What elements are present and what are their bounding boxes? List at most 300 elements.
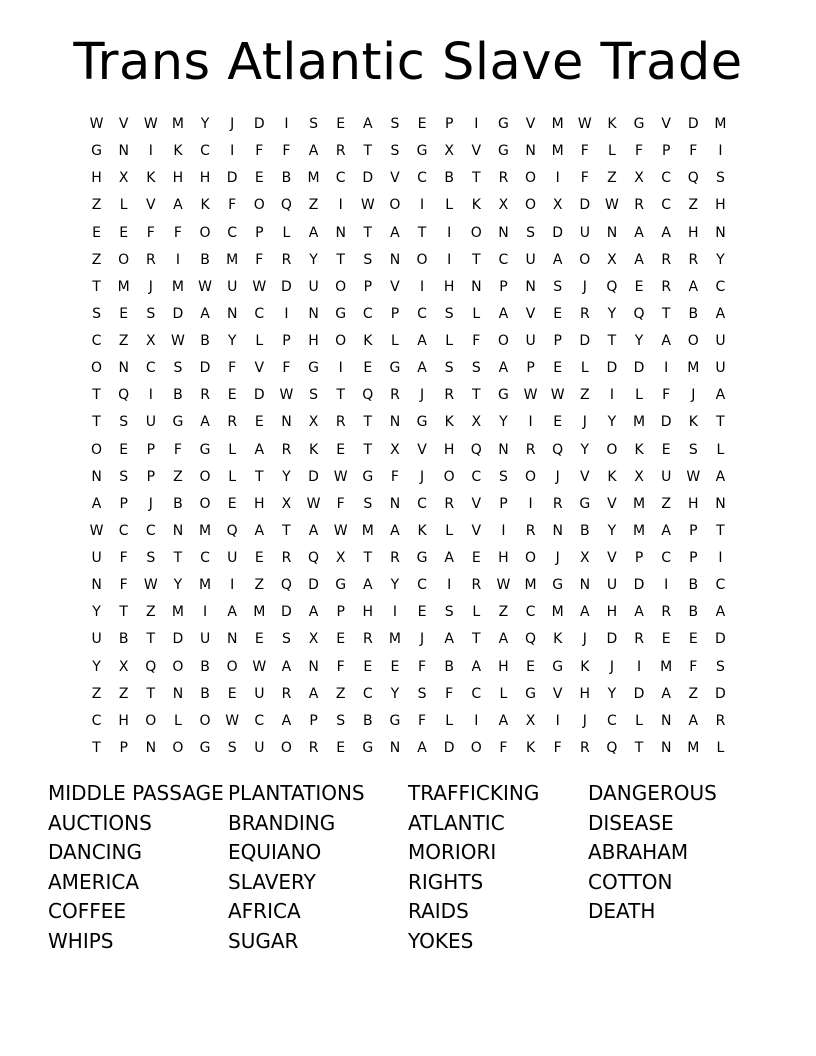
grid-letter: L	[445, 712, 454, 729]
grid-letter: L	[174, 712, 182, 729]
grid-letter: I	[501, 522, 506, 539]
grid-letter: I	[555, 170, 560, 187]
grid-letter: S	[390, 143, 400, 160]
grid-letter: Y	[607, 522, 617, 539]
grid-letter: G	[416, 550, 428, 567]
grid-letter: O	[525, 550, 537, 567]
grid-letter: J	[691, 387, 696, 404]
grid-letter: T	[472, 631, 481, 648]
grid-letter: T	[363, 224, 373, 241]
grid-letter: R	[281, 441, 292, 458]
grid-letter: F	[282, 360, 291, 377]
grid-letter: Q	[525, 631, 537, 648]
grid-letter: N	[226, 305, 238, 322]
grid-letter: M	[524, 577, 537, 594]
grid-letter: F	[282, 143, 291, 160]
grid-letter: Y	[716, 251, 725, 268]
grid-letter: H	[688, 224, 699, 241]
grid-letter: F	[390, 468, 399, 485]
page-title: Trans Atlantic Slave Trade	[73, 33, 743, 92]
grid-letter: Q	[687, 170, 699, 187]
grid-letter: B	[173, 387, 183, 404]
grid-letter: N	[281, 414, 292, 431]
grid-letter: R	[308, 739, 319, 756]
grid-letter: O	[470, 224, 482, 241]
grid-letter: A	[91, 495, 102, 512]
grid-letter: X	[390, 441, 400, 458]
grid-letter: U	[227, 550, 238, 567]
grid-letter: D	[308, 468, 319, 485]
grid-row	[83, 437, 734, 464]
grid-letter: O	[416, 251, 428, 268]
grid-letter: Y	[92, 658, 101, 675]
grid-letter: I	[338, 360, 343, 377]
grid-letter: P	[499, 495, 508, 512]
grid-letter: T	[363, 550, 373, 567]
grid-letter: R	[661, 604, 672, 621]
grid-letter: S	[417, 685, 427, 702]
grid-letter: J	[582, 631, 587, 648]
grid-letter: C	[145, 360, 156, 377]
grid-letter: Q	[145, 658, 157, 675]
grid-letter: S	[688, 441, 698, 458]
grid-letter: G	[579, 495, 591, 512]
grid-letter: F	[119, 550, 128, 567]
word-list-item: BRANDING	[228, 810, 336, 835]
grid-letter: Z	[498, 604, 509, 621]
grid-letter: X	[308, 631, 319, 648]
grid-letter: Y	[607, 685, 617, 702]
grid-letter: P	[689, 550, 698, 567]
grid-letter: C	[661, 170, 672, 187]
grid-letter: T	[363, 441, 373, 458]
grid-letter: M	[714, 116, 727, 133]
grid-letter: Y	[607, 414, 617, 431]
grid-letter: W	[89, 116, 104, 133]
grid-letter: W	[252, 658, 267, 675]
grid-letter: B	[444, 170, 454, 187]
grid-letter: A	[634, 604, 644, 621]
grid-letter: S	[173, 360, 183, 377]
word-list-item: DANGEROUS	[588, 781, 717, 805]
grid-letter: A	[661, 685, 671, 702]
grid-letter: T	[661, 305, 671, 322]
grid-letter: B	[363, 712, 373, 729]
grid-letter: E	[119, 305, 129, 322]
grid-letter: Z	[118, 685, 129, 702]
word-list-item: EQUIANO	[228, 840, 322, 865]
grid-letter: P	[689, 522, 698, 539]
grid-letter: P	[146, 441, 156, 458]
grid-letter: H	[199, 170, 211, 187]
grid-letter: W	[333, 468, 348, 485]
grid-letter: U	[254, 739, 265, 756]
grid-row	[83, 192, 734, 219]
grid-row	[83, 409, 734, 436]
grid-letter: S	[715, 170, 725, 187]
grid-letter: P	[336, 604, 345, 621]
grid-letter: N	[172, 522, 184, 539]
grid-letter: O	[253, 197, 265, 214]
grid-letter: T	[716, 414, 725, 431]
grid-letter: I	[447, 251, 452, 268]
word-list-item: AUCTIONS	[48, 810, 152, 835]
grid-letter: V	[471, 495, 482, 512]
grid-letter: F	[472, 333, 481, 350]
grid-letter: T	[92, 739, 101, 756]
grid-letter: S	[146, 305, 156, 322]
grid-letter: N	[606, 224, 618, 241]
grid-letter: N	[715, 495, 726, 512]
grid-letter: C	[498, 251, 509, 268]
grid-letter: P	[390, 305, 400, 322]
grid-letter: S	[281, 631, 291, 648]
grid-letter: Q	[362, 387, 374, 404]
grid-letter: E	[471, 550, 481, 567]
grid-letter: L	[445, 197, 454, 214]
word-list-item: COTTON	[588, 869, 673, 894]
grid-letter: A	[200, 305, 210, 322]
grid-letter: L	[282, 224, 291, 241]
grid-letter: Q	[470, 441, 482, 458]
grid-letter: S	[227, 739, 237, 756]
grid-letter: U	[91, 550, 102, 567]
grid-letter: R	[444, 495, 455, 512]
grid-letter: G	[389, 360, 401, 377]
grid-letter: F	[445, 685, 454, 702]
grid-letter: W	[523, 387, 538, 404]
grid-letter: L	[472, 604, 481, 621]
grid-letter: T	[634, 739, 644, 756]
grid-letter: H	[172, 170, 184, 187]
grid-letter: F	[418, 712, 427, 729]
grid-letter: R	[661, 251, 672, 268]
grid-letter: U	[254, 685, 265, 702]
grid-letter: E	[336, 739, 346, 756]
grid-letter: M	[687, 360, 700, 377]
grid-letter: B	[444, 658, 454, 675]
grid-letter: T	[146, 631, 156, 648]
grid-letter: L	[716, 739, 725, 756]
grid-letter: K	[417, 522, 427, 539]
grid-letter: R	[335, 414, 346, 431]
grid-letter: E	[254, 550, 264, 567]
grid-letter: A	[634, 224, 644, 241]
grid-letter: B	[688, 604, 699, 621]
grid-row	[83, 545, 734, 572]
grid-letter: K	[200, 197, 210, 214]
grid-letter: A	[661, 333, 671, 350]
grid-letter: A	[417, 360, 427, 377]
grid-letter: R	[579, 739, 590, 756]
grid-letter: Z	[118, 333, 129, 350]
grid-letter: Q	[606, 739, 618, 756]
grid-row	[83, 626, 734, 653]
grid-letter: C	[145, 522, 156, 539]
grid-letter: I	[175, 251, 180, 268]
grid-letter: H	[443, 441, 455, 458]
grid-letter: C	[118, 522, 129, 539]
grid-row	[83, 274, 734, 301]
grid-letter: W	[198, 278, 212, 295]
grid-letter: U	[308, 278, 319, 295]
grid-letter: H	[91, 170, 102, 187]
grid-letter: E	[661, 441, 671, 458]
grid-letter: Y	[499, 414, 508, 431]
grid-letter: G	[335, 305, 347, 322]
grid-letter: Y	[309, 251, 318, 268]
grid-letter: N	[91, 468, 102, 485]
grid-letter: V	[607, 550, 617, 567]
grid-letter: K	[688, 414, 698, 431]
word-list-item: AFRICA	[228, 899, 301, 924]
grid-letter: D	[579, 333, 591, 350]
grid-letter: A	[308, 522, 319, 539]
grid-letter: I	[636, 658, 642, 675]
grid-letter: M	[253, 604, 266, 621]
word-list-item: SLAVERY	[228, 869, 316, 894]
grid-letter: O	[687, 333, 699, 350]
grid-letter: D	[633, 360, 645, 377]
grid-letter: J	[419, 468, 425, 485]
grid-letter: C	[661, 550, 672, 567]
grid-letter: I	[148, 387, 153, 404]
grid-letter: B	[580, 522, 590, 539]
grid-letter: W	[143, 116, 158, 133]
grid-letter: C	[417, 305, 427, 322]
grid-letter: X	[607, 251, 617, 268]
grid-letter: E	[336, 116, 346, 133]
grid-letter: C	[607, 712, 617, 729]
grid-letter: L	[255, 333, 264, 350]
grid-letter: V	[661, 116, 671, 133]
grid-letter: K	[607, 116, 617, 133]
grid-row	[83, 382, 734, 409]
grid-letter: X	[118, 170, 129, 187]
grid-letter: J	[230, 116, 235, 133]
grid-letter: X	[118, 658, 129, 675]
grid-row	[83, 138, 734, 165]
grid-letter: U	[715, 333, 726, 350]
grid-letter: T	[472, 251, 481, 268]
word-list-item: DISEASE	[588, 810, 674, 835]
grid-letter: L	[228, 468, 237, 485]
grid-letter: O	[335, 278, 347, 295]
grid-letter: E	[254, 170, 264, 187]
grid-letter: W	[306, 495, 321, 512]
grid-letter: M	[307, 170, 320, 187]
grid-letter: J	[419, 387, 425, 404]
grid-letter: G	[498, 387, 509, 404]
grid-letter: N	[660, 739, 672, 756]
grid-letter: C	[91, 712, 102, 729]
word-column	[408, 779, 588, 957]
grid-letter: A	[715, 305, 726, 322]
grid-letter: G	[633, 116, 645, 133]
word-list-item: PLANTATIONS	[228, 781, 365, 805]
grid-letter: U	[199, 631, 211, 648]
grid-letter: R	[634, 631, 644, 648]
grid-letter: V	[417, 441, 427, 458]
grid-letter: T	[92, 414, 101, 431]
grid-letter: A	[661, 522, 671, 539]
grid-letter: O	[91, 441, 103, 458]
grid-letter: A	[417, 333, 427, 350]
grid-letter: J	[148, 495, 153, 512]
grid-letter: W	[333, 522, 348, 539]
grid-letter: Y	[92, 604, 101, 621]
grid-letter: X	[580, 550, 590, 567]
grid-letter: K	[363, 333, 373, 350]
grid-letter: E	[634, 278, 644, 295]
grid-letter: I	[284, 116, 289, 133]
grid-letter: X	[498, 197, 509, 214]
grid-letter: N	[389, 251, 401, 268]
grid-letter: C	[471, 685, 482, 702]
grid-letter: E	[661, 631, 671, 648]
grid-letter: Y	[634, 333, 644, 350]
grid-letter: X	[471, 414, 482, 431]
grid-row	[83, 518, 734, 545]
grid-letter: B	[688, 577, 699, 594]
grid-letter: G	[172, 414, 184, 431]
grid-letter: E	[336, 441, 346, 458]
grid-letter: C	[254, 305, 265, 322]
grid-letter: G	[552, 577, 564, 594]
grid-letter: M	[361, 522, 374, 539]
grid-letter: J	[555, 550, 560, 567]
grid-letter: P	[119, 495, 128, 512]
grid-letter: G	[362, 739, 374, 756]
grid-letter: W	[360, 197, 375, 214]
grid-letter: G	[199, 739, 211, 756]
grid-letter: A	[498, 305, 509, 322]
grid-letter: P	[119, 739, 128, 756]
grid-letter: I	[474, 116, 479, 133]
grid-letter: I	[230, 143, 235, 160]
grid-letter: F	[418, 658, 427, 675]
grid-letter: Q	[118, 387, 130, 404]
grid-letter: M	[199, 577, 212, 594]
grid-letter: D	[308, 577, 319, 594]
grid-letter: S	[553, 278, 563, 295]
grid-letter: P	[526, 360, 535, 377]
grid-letter: A	[390, 224, 400, 241]
grid-letter: V	[390, 170, 400, 187]
grid-letter: H	[308, 333, 319, 350]
grid-letter: Q	[226, 522, 238, 539]
grid-letter: D	[606, 631, 618, 648]
grid-letter: F	[146, 224, 155, 241]
grid-letter: N	[579, 577, 591, 594]
grid-letter: P	[363, 278, 373, 295]
grid-letter: E	[92, 224, 101, 241]
grid-letter: O	[145, 712, 157, 729]
grid-letter: N	[389, 739, 401, 756]
grid-letter: T	[472, 387, 481, 404]
grid-letter: O	[199, 495, 211, 512]
grid-letter: P	[661, 143, 671, 160]
grid-letter: F	[255, 143, 264, 160]
grid-row	[83, 111, 734, 138]
grid-letter: C	[471, 468, 482, 485]
grid-letter: T	[92, 387, 101, 404]
grid-letter: Q	[280, 197, 292, 214]
grid-letter: Z	[91, 251, 102, 268]
word-list-item: ABRAHAM	[588, 840, 689, 865]
grid-letter: D	[172, 631, 184, 648]
grid-letter: Y	[227, 333, 237, 350]
grid-letter: I	[528, 495, 533, 512]
grid-letter: G	[389, 712, 401, 729]
grid-letter: G	[498, 116, 509, 133]
grid-letter: V	[552, 685, 563, 702]
grid-letter: L	[635, 387, 643, 404]
grid-letter: I	[447, 224, 452, 241]
grid-letter: I	[555, 712, 560, 729]
grid-letter: M	[117, 278, 130, 295]
grid-letter: O	[443, 468, 455, 485]
grid-letter: I	[338, 197, 343, 214]
grid-letter: L	[472, 305, 481, 322]
grid-letter: C	[417, 170, 427, 187]
grid-letter: G	[335, 577, 347, 594]
grid-letter: A	[688, 712, 699, 729]
grid-letter: Y	[200, 116, 210, 133]
grid-letter: F	[228, 360, 237, 377]
grid-letter: M	[633, 522, 646, 539]
grid-letter: H	[118, 712, 129, 729]
grid-letter: W	[89, 522, 104, 539]
grid-letter: O	[606, 441, 618, 458]
grid-letter: B	[118, 631, 129, 648]
grid-letter: A	[200, 414, 210, 431]
grid-row	[83, 464, 734, 491]
grid-letter: F	[255, 251, 264, 268]
grid-letter: Q	[633, 305, 645, 322]
grid-letter: S	[119, 414, 129, 431]
grid-letter: C	[200, 550, 210, 567]
grid-letter: S	[363, 251, 373, 268]
grid-letter: S	[119, 468, 129, 485]
grid-letter: W	[171, 333, 185, 350]
grid-letter: D	[281, 604, 292, 621]
grid-letter: M	[171, 278, 184, 295]
grid-letter: D	[281, 278, 292, 295]
grid-letter: H	[715, 197, 726, 214]
grid-letter: T	[92, 278, 101, 295]
grid-letter: X	[444, 143, 454, 160]
grid-letter: A	[471, 658, 482, 675]
grid-letter: V	[471, 143, 482, 160]
grid-letter: X	[146, 333, 156, 350]
grid-letter: N	[118, 360, 129, 377]
word-list	[48, 779, 768, 957]
grid-letter: X	[281, 495, 292, 512]
grid-letter: O	[199, 468, 211, 485]
grid-letter: S	[92, 305, 101, 322]
grid-letter: J	[582, 278, 587, 295]
grid-letter: D	[253, 116, 265, 133]
grid-letter: T	[472, 170, 481, 187]
grid-letter: S	[146, 550, 156, 567]
grid-letter: B	[200, 251, 210, 268]
grid-letter: R	[227, 414, 238, 431]
grid-letter: H	[579, 685, 591, 702]
grid-letter: L	[119, 197, 128, 214]
grid-letter: F	[553, 739, 562, 756]
grid-letter: S	[498, 468, 508, 485]
